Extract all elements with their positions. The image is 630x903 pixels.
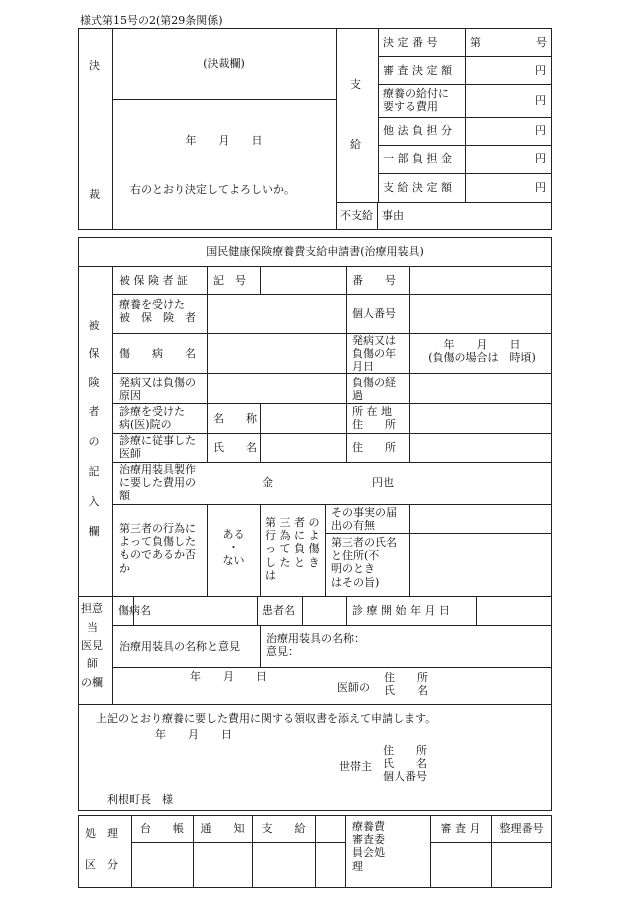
divider	[378, 145, 552, 146]
divider	[112, 333, 552, 334]
householder-label: 世帯主	[339, 760, 372, 773]
divider	[112, 294, 552, 295]
divider	[78, 704, 552, 705]
divider	[315, 815, 316, 888]
personal-number-label: 個人番号	[352, 307, 396, 320]
insurance-card-label: 被 保 険 者 証	[119, 274, 188, 287]
other-law-label: 他 法 負 担 分	[383, 124, 452, 137]
third-party-info-label: 第三者の氏名 と住所(不 明のとき はその旨)	[331, 536, 397, 589]
review-month-col: 審 査 月	[440, 822, 481, 835]
kessai-char: 決	[89, 59, 100, 72]
householder-fields: 住 所 氏 名 個人番号	[383, 744, 427, 784]
payment-char: 給	[350, 138, 361, 151]
category-label: 区 分	[85, 858, 118, 871]
divider	[260, 504, 261, 596]
doctor-section-char: 医見	[81, 639, 103, 652]
divider	[378, 56, 552, 57]
divider	[346, 596, 347, 625]
hospital-label: 診療を受けた 病(医)院の	[119, 405, 185, 432]
approval-text: 右のとおり決定してよろしいか。	[130, 183, 295, 196]
onset-date-value: 年 月 日 (負傷の場合は 時頃)	[428, 338, 536, 365]
divider	[336, 202, 552, 203]
doctor-address-name: 住 所 氏 名	[384, 671, 428, 698]
serial-number-col: 整理番号	[499, 822, 544, 835]
divider	[476, 596, 477, 625]
review-amount-unit: 円	[535, 64, 546, 77]
insured-section-char: 記	[88, 465, 100, 478]
declaration-date: 年 月 日	[155, 728, 232, 741]
other-law-unit: 円	[535, 124, 546, 137]
divider	[377, 202, 378, 230]
review-amount-label: 審 査 決 定 額	[383, 64, 452, 77]
divider	[409, 504, 410, 596]
report-status-label: その事実の届 出の有無	[331, 506, 397, 533]
divider	[112, 403, 552, 404]
benefit-cost-unit: 円	[535, 94, 546, 107]
notice-col: 通 知	[200, 822, 245, 835]
divider	[378, 173, 552, 174]
divider	[409, 266, 410, 462]
opinion-date: 年 月 日	[190, 670, 267, 683]
decision-date: 年 月 日	[185, 134, 263, 147]
symbol-label: 記 号	[213, 274, 246, 287]
yes-no-choice: ある ・ ない	[222, 528, 245, 568]
insured-section-char: 険	[88, 376, 100, 389]
non-payment-label: 不支給	[340, 209, 373, 222]
insured-section-char: 者	[88, 405, 100, 418]
divider	[131, 842, 345, 843]
third-party-injury-label: 第 三 者 の 行 為 に よ っ て 負 傷 し た と き は	[265, 516, 320, 582]
device-cost-label: 治療用装具製作 に要した費用の 額	[119, 463, 196, 503]
divider	[260, 625, 261, 667]
disease-name-label: 傷 病 名	[119, 347, 196, 360]
divider	[112, 373, 552, 374]
form-number: 様式第15号の2(第29条関係)	[80, 14, 223, 27]
divider	[257, 596, 258, 625]
review-committee-col: 療養費 審査委 員会処 理	[352, 820, 385, 873]
divider	[112, 667, 552, 668]
payment-amount-unit: 円	[535, 181, 546, 194]
divider	[346, 266, 347, 462]
amount-text: 金 円也	[262, 476, 394, 489]
payment-char: 支	[350, 78, 361, 91]
divider	[112, 99, 336, 100]
kessai-column-label: (決裁欄)	[203, 57, 245, 70]
cause-label: 発病又は負傷の 原因	[119, 376, 196, 403]
divider	[78, 266, 552, 267]
divider	[465, 28, 466, 202]
kessai-char: 裁	[89, 188, 100, 201]
divider	[260, 403, 261, 462]
insured-section-char: 入	[88, 495, 100, 508]
doctor-section-char: 師	[87, 657, 98, 670]
processing-label: 処 理	[85, 827, 118, 840]
divider	[78, 596, 552, 597]
divider	[112, 266, 113, 704]
device-opinion-label: 治療用装具の名称と意見	[119, 640, 240, 653]
divider	[207, 266, 208, 294]
hospital-name-label: 名 称	[213, 412, 257, 425]
divider	[302, 596, 303, 625]
doctor-label: 診療に従事した 医師	[119, 434, 196, 461]
doctor-section-char: の欄	[81, 676, 103, 689]
payment-col: 支 給	[261, 822, 306, 835]
insured-section-char: 保	[88, 347, 100, 360]
circumstance-label: 負傷の経 過	[352, 376, 396, 403]
copayment-unit: 円	[535, 152, 546, 165]
device-name-opinion-fields: 治療用装具の名称： 意見：	[266, 632, 365, 659]
divider	[378, 117, 552, 118]
application-title: 国民健康保険療養費支給申請書(治療用装具)	[206, 245, 424, 258]
divider	[378, 84, 552, 85]
copayment-label: 一 部 負 担 金	[383, 152, 452, 165]
doctor-of-label: 医師の	[337, 681, 370, 694]
divider	[325, 533, 552, 534]
decision-number-value: 第 号	[470, 36, 547, 49]
insured-section-char: の	[88, 435, 100, 448]
declaration-text: 上記のとおり療養に要した費用に関する領収書を添えて申請します。	[96, 712, 437, 725]
insured-section-char: 被	[88, 319, 100, 332]
doctor-section-char: 担意	[81, 602, 103, 615]
number-label: 番 号	[352, 274, 396, 287]
doctor-section-char: 当	[87, 621, 98, 634]
onset-date-label: 発病又は 負傷の年 月日	[352, 334, 396, 374]
divider	[336, 28, 337, 230]
opinion-disease-label: 傷病名	[118, 604, 151, 617]
doctor-name-label: 氏 名	[213, 441, 257, 454]
divider	[260, 266, 261, 294]
payment-amount-label: 支 給 決 定 額	[383, 181, 452, 194]
divider	[345, 815, 346, 888]
ledger-col: 台 帳	[140, 822, 184, 835]
benefit-cost-label: 療養の給付に 要する費用	[383, 87, 449, 114]
patient-name-label: 患者名	[262, 604, 295, 617]
hospital-address-label: 所 在 地 住 所	[352, 405, 396, 432]
insured-section-char: 欄	[88, 525, 100, 538]
doctor-address-label: 住 所	[352, 441, 396, 454]
treated-insured-label: 療養を受けた 被 保 険 者	[119, 298, 196, 325]
divider	[207, 294, 208, 462]
divider	[325, 504, 326, 596]
treatment-start-label: 診 療 開 始 年 月 日	[352, 604, 450, 617]
divider	[112, 504, 552, 505]
third-party-label: 第三者の行為に よって負傷した ものであるか否 か	[119, 522, 196, 575]
divider	[378, 28, 379, 202]
reason-label: 事由	[382, 209, 404, 222]
addressee: 利根町長 様	[107, 793, 173, 806]
decision-number-label: 決 定 番 号	[383, 36, 438, 49]
divider	[112, 625, 552, 626]
